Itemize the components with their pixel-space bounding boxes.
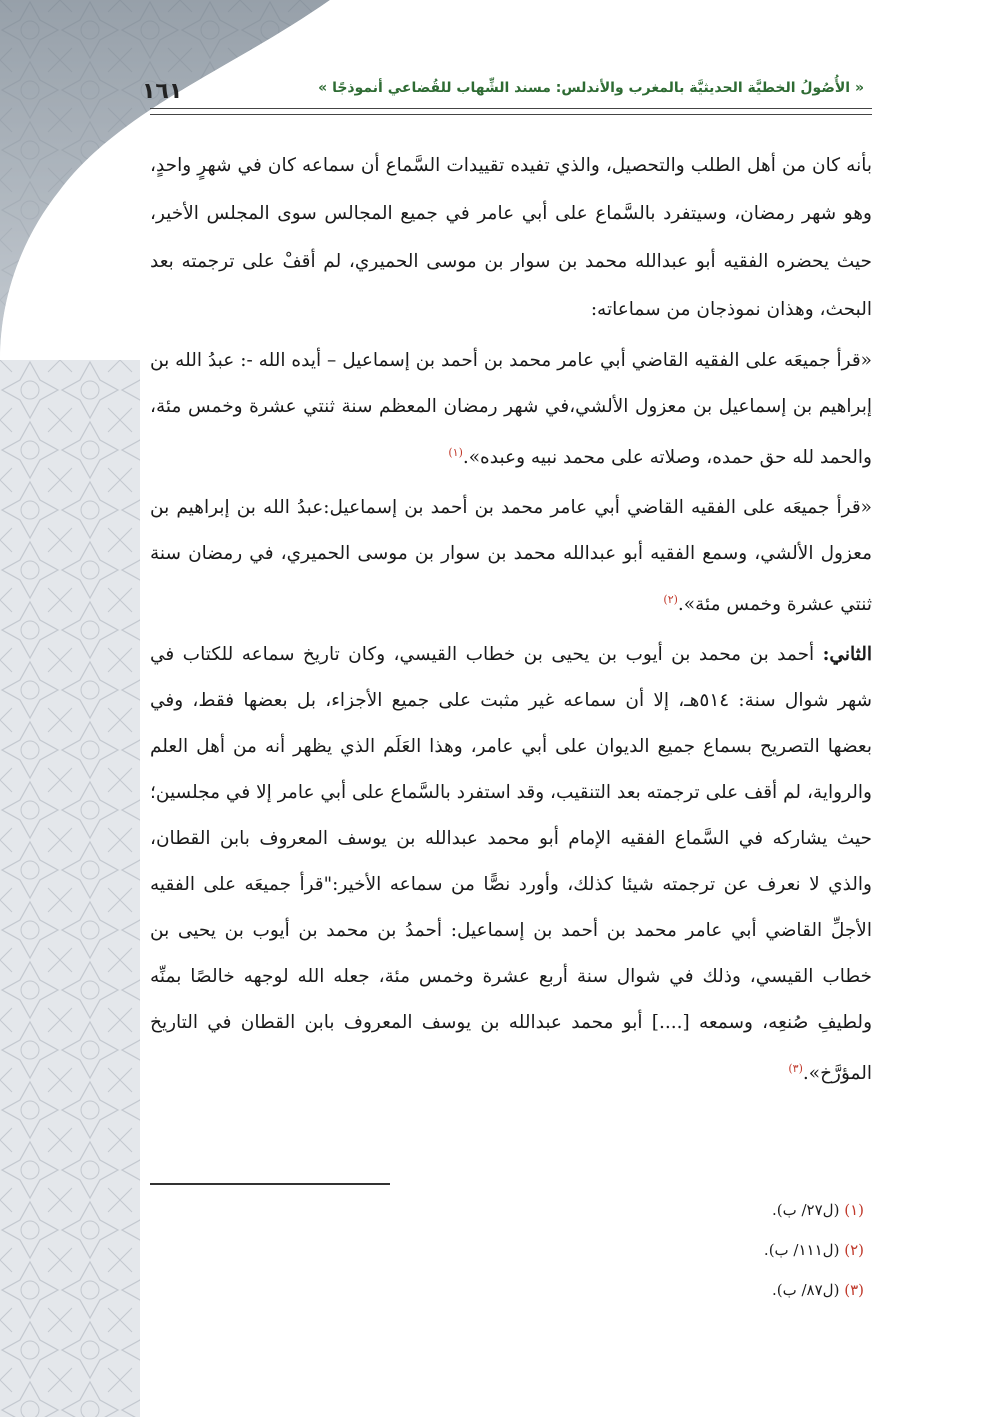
book-page xyxy=(142,0,872,1417)
footnote-divider xyxy=(150,1183,390,1185)
running-title: « الأُصُولُ الخطيَّة الحديثيَّة بالمغرب والأندلس: مسند الشِّهاب للقُضاعي أنموذجًا » xyxy=(318,80,864,96)
quote-paragraph-2: «قرأ جميعَه على الفقيه القاضي أبي عامر محمد بن أحمد بن إسماعيل:عبدُ الله بن إبراهيم بن معزول الألشي، وسمع الفقيه أبو عبدالله محمد بن سوار بن موسى الحميري، في رمضان سنة ثنتي عشرة وخمس مئة».$^{(٢)}$ xyxy=(150,497,872,616)
quote-paragraph-1: «قرأ جميعَه على الفقيه القاضي أبي عامر محمد بن أحمد بن إسماعيل – أيده الله -: عبدُ الله بن إبراهيم بن إسماعيل بن معزول الألشي،في شهر رمضان المعظم سنة ثنتي عشرة وخمس مئة، والحمد لله حق حمده، وصلاته على محمد نبيه وعبده».$^{(١)}$ xyxy=(150,350,872,469)
lead-word: الثاني: xyxy=(822,644,872,666)
paragraph-intro: بأنه كان من أهل الطلب والتحصيل، والذي تفيده تقييدات السَّماع أن سماعه كان في شهرٍ واحدٍ، وهو شهر رمضان، وسيتفرد بالسَّماع على أبي عامر في جميع المجالس سوى المجلس الأخير، حيث يحضره الفقيه أبو عبدالله محمد بن سوار بن موسى الحميري، لم أقفْ على ترجمته بعد البحث، وهذان نموذجان من سماعاته: xyxy=(150,155,872,320)
footnote-3: (٣) (ل٨٧/ ب). xyxy=(771,1281,864,1299)
footnote-2: (٢) (ل١١١/ ب). xyxy=(763,1241,864,1259)
paragraph-second-narrator: الثاني: أحمد بن محمد بن أيوب بن يحيى بن خطاب القيسي، وكان تاريخ سماعه للكتاب في شهر شوال سنة: ٥١٤هـ، إلا أن سماعه غير مثبت على جميع الأجزاء، بل بعضها فقط، وفي بعضها التصريح بسماع جميع الديوان على أبي عامر، وهذا العَلَم الذي يظهر أنه من أهل العلم والرواية، لم أقف على ترجمته بعد التنقيب، وقد استفرد بالسَّماع على أبي عامر إلا في مجلسين؛ حيث يشاركه في السَّماع الفقيه الإمام أبو محمد عبدالله بن يوسف المعروف بابن القطان، والذي لا نعرف عن ترجمته شيئا كذلك، وأورد نصًّا من سماعه الأخير:"قرأ جميعَه على الفقيه الأجلِّ القاضي أبي عامر محمد بن أحمد بن إسماعيل: أحمدُ بن محمد بن أيوب بن يحيى بن خطاب القيسي، وذلك في شوال سنة أربع عشرة وخمس مئة، جعله الله لوجهه خالصًا بمنِّه ولطيفِ صُنعِه، وسمعه [....] أبو محمد عبدالله بن يوسف المعروف بابن القطان في التاريخ المؤرَّخ».$^{(٣)}$ xyxy=(150,644,872,1085)
footnote-ref-2[interactable]: (٢) xyxy=(663,593,678,607)
header-rule-bottom xyxy=(150,114,872,115)
main-text xyxy=(150,142,872,1097)
footnote-ref-3[interactable]: (٣) xyxy=(788,1062,803,1076)
footnote-1: (١) (ل٢٧/ ب). xyxy=(771,1201,864,1219)
page-number: ١٦١ xyxy=(142,78,183,104)
page-header xyxy=(142,58,872,108)
footnotes xyxy=(150,1196,872,1316)
header-rule-top xyxy=(150,108,872,109)
footnote-ref-1[interactable]: (١) xyxy=(448,446,463,459)
